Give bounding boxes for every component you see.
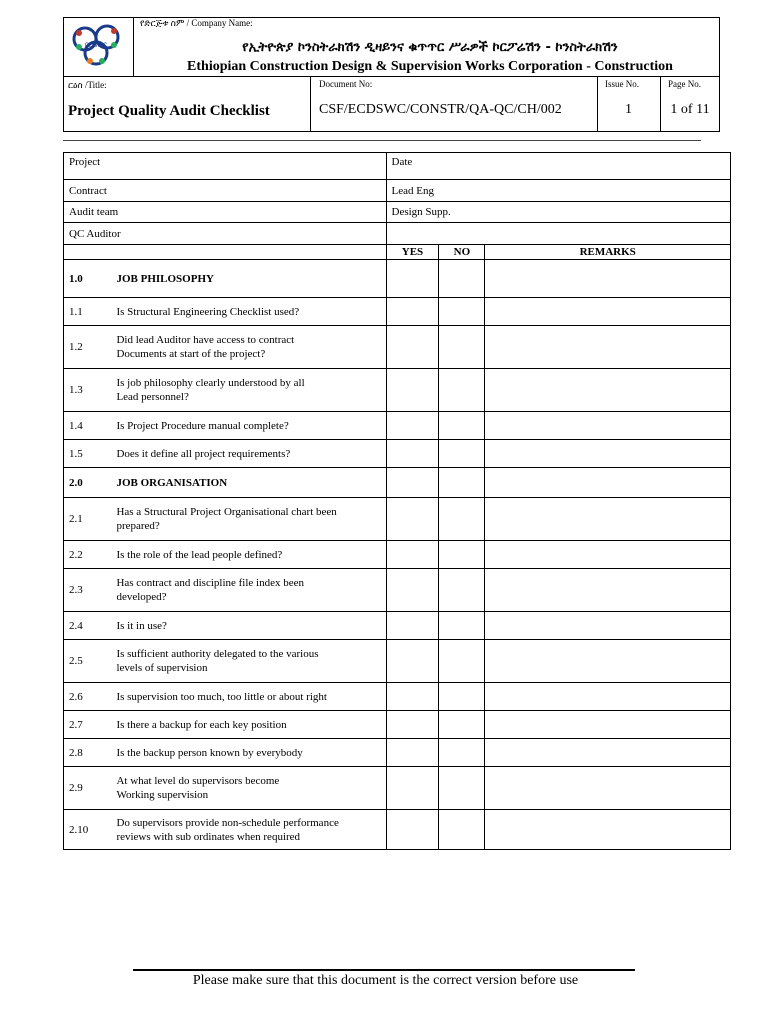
audit-team-field: Audit team (64, 202, 387, 223)
remarks-cell[interactable] (485, 640, 731, 683)
remarks-cell[interactable] (485, 711, 731, 739)
question-line: Is sufficient authority delegated to the various (116, 648, 319, 660)
company-logo (68, 19, 128, 73)
item-number: 1.5 (64, 440, 112, 468)
yes-cell[interactable] (386, 810, 439, 850)
info-row-contract (64, 180, 731, 202)
remarks-cell[interactable] (485, 369, 731, 412)
question-line: At what level do supervisors become (116, 775, 280, 787)
item-number: 1.2 (64, 326, 112, 369)
yes-cell[interactable] (386, 640, 439, 683)
no-cell[interactable] (439, 810, 485, 850)
item-number: 1.3 (64, 369, 112, 412)
question-line: Is it in use? (116, 619, 167, 632)
remarks-cell[interactable] (485, 326, 731, 369)
question-line: Lead personnel? (116, 391, 189, 403)
checklist-row (64, 440, 731, 468)
checklist-row (64, 498, 731, 541)
question-line: Is the backup person known by everybody (116, 746, 303, 759)
no-cell[interactable] (439, 541, 485, 569)
checklist-question (111, 640, 386, 683)
remarks-cell[interactable] (485, 260, 731, 298)
checklist-row (64, 711, 731, 739)
question-line: Do supervisors provide non-schedule performance (116, 816, 339, 829)
item-number: 2.8 (64, 739, 112, 767)
remarks-cell[interactable] (485, 412, 731, 440)
yes-cell[interactable] (386, 683, 439, 711)
no-cell[interactable] (439, 326, 485, 369)
yes-cell[interactable] (386, 739, 439, 767)
checklist-row (64, 683, 731, 711)
no-cell[interactable] (439, 683, 485, 711)
checklist-question (111, 767, 386, 810)
docno-label: Document No: (319, 79, 373, 89)
item-number: 2.1 (64, 498, 112, 541)
question-line: JOB ORGANISATION (116, 476, 228, 489)
yes-column-header: YES (386, 245, 439, 260)
remarks-column-header: REMARKS (485, 245, 731, 260)
remarks-cell[interactable] (485, 298, 731, 326)
question-line: Working supervision (116, 789, 209, 801)
document-title: Project Quality Audit Checklist (68, 103, 270, 119)
question-line: Is supervision too much, too little or about right (116, 690, 327, 703)
no-cell[interactable] (439, 767, 485, 810)
item-number: 1.0 (64, 260, 112, 298)
yes-cell[interactable] (386, 326, 439, 369)
no-cell[interactable] (439, 498, 485, 541)
checklist-row (64, 640, 731, 683)
yes-cell[interactable] (386, 369, 439, 412)
checklist-row (64, 412, 731, 440)
question-line: Is job philosophy clearly understood by all (116, 377, 305, 389)
item-number: 2.9 (64, 767, 112, 810)
info-row-audit-team (64, 202, 731, 223)
remarks-cell[interactable] (485, 440, 731, 468)
no-cell[interactable] (439, 569, 485, 612)
checklist-question (111, 326, 386, 369)
remarks-cell[interactable] (485, 498, 731, 541)
checklist-question (111, 298, 386, 326)
issue-value: 1 (625, 102, 632, 117)
question-line: JOB PHILOSOPHY (116, 272, 214, 285)
yes-cell[interactable] (386, 498, 439, 541)
remarks-cell[interactable] (485, 810, 731, 850)
yes-cell[interactable] (386, 440, 439, 468)
section-title (111, 468, 386, 498)
question-line: Is the role of the lead people defined? (116, 548, 283, 561)
title-label: ርዕስ /Title: (68, 80, 107, 90)
question-line: Documents at start of the project? (116, 348, 266, 360)
item-number: 2.6 (64, 683, 112, 711)
question-line: Is Project Procedure manual complete? (116, 419, 289, 432)
question-line: prepared? (116, 520, 160, 532)
checklist-row (64, 739, 731, 767)
no-column-header: NO (439, 245, 485, 260)
question-line: reviews with sub ordinates when required (116, 830, 301, 843)
footer-notice: Please make sure that this document is the correct version before use (192, 973, 579, 988)
date-field: Date (386, 153, 730, 180)
checklist-question (111, 739, 386, 767)
question-line: Did lead Auditor have access to contract (116, 334, 295, 346)
page-value: 1 of 11 (670, 102, 710, 117)
checklist-question (111, 569, 386, 612)
company-label: የድርጅቱ ስም / Company Name: (140, 18, 253, 28)
checklist-question (111, 498, 386, 541)
no-cell[interactable] (439, 260, 485, 298)
checklist-row (64, 810, 731, 850)
no-cell[interactable] (439, 412, 485, 440)
checklist-question (111, 440, 386, 468)
contract-field: Contract (64, 180, 387, 202)
issue-label: Issue No. (605, 79, 639, 89)
checklist-row (64, 369, 731, 412)
question-line: developed? (116, 591, 167, 603)
section-row (64, 468, 731, 498)
yes-cell[interactable] (386, 298, 439, 326)
yes-cell[interactable] (386, 612, 439, 640)
question-line: Is there a backup for each key position (116, 718, 287, 731)
checklist-row (64, 569, 731, 612)
remarks-cell[interactable] (485, 468, 731, 498)
no-cell[interactable] (439, 612, 485, 640)
column-header-row (64, 245, 731, 260)
no-cell[interactable] (439, 468, 485, 498)
page-label: Page No. (668, 79, 701, 89)
remarks-cell[interactable] (485, 767, 731, 810)
section-row (64, 260, 731, 298)
project-field: Project (64, 153, 387, 180)
item-number: 2.2 (64, 541, 112, 569)
lead-eng-field: Lead Eng (386, 180, 730, 202)
checklist-question (111, 412, 386, 440)
no-cell[interactable] (439, 440, 485, 468)
remarks-cell[interactable] (485, 569, 731, 612)
checklist-row (64, 767, 731, 810)
yes-cell[interactable] (386, 767, 439, 810)
company-name-english: Ethiopian Construction Design & Supervision Works Corporation - Construction (187, 59, 673, 74)
checklist-question (111, 541, 386, 569)
question-line: Has contract and discipline file index been (116, 577, 304, 589)
item-number: 2.3 (64, 569, 112, 612)
yes-cell[interactable] (386, 569, 439, 612)
item-number: 2.4 (64, 612, 112, 640)
question-line: Is Structural Engineering Checklist used? (116, 305, 300, 318)
remarks-cell[interactable] (485, 683, 731, 711)
checklist-question (111, 369, 386, 412)
checklist-question (111, 612, 386, 640)
yes-cell[interactable] (386, 711, 439, 739)
info-row-project (64, 153, 731, 180)
info-row-qc-auditor (64, 223, 731, 245)
design-supp-field: Design Supp. (386, 202, 730, 223)
checklist-question (111, 711, 386, 739)
company-name-amharic: የኢትዮጵያ ኮንስትራክሽን ዲዛይንና ቁጥጥር ሥራዎች ኮርፖሬሽን - ኮንስትራክሽን (242, 40, 618, 55)
yes-cell[interactable] (386, 412, 439, 440)
no-cell[interactable] (439, 369, 485, 412)
yes-cell[interactable] (386, 260, 439, 298)
svg-text:CDSWC: CDSWC (84, 43, 108, 49)
section-title (111, 260, 386, 298)
no-cell[interactable] (439, 711, 485, 739)
item-number: 2.5 (64, 640, 112, 683)
yes-cell[interactable] (386, 468, 439, 498)
checklist-row (64, 326, 731, 369)
checklist-row (64, 612, 731, 640)
question-line: levels of supervision (116, 662, 208, 674)
item-number: 1.1 (64, 298, 112, 326)
no-cell[interactable] (439, 739, 485, 767)
checklist-question (111, 683, 386, 711)
audit-checklist-table (63, 152, 731, 850)
docno-value: CSF/ECDSWC/CONSTR/QA-QC/CH/002 (319, 102, 562, 117)
remarks-cell[interactable] (485, 739, 731, 767)
item-number: 2.10 (64, 810, 112, 850)
remarks-cell[interactable] (485, 612, 731, 640)
qc-auditor-field: QC Auditor (64, 223, 387, 245)
checklist-row (64, 298, 731, 326)
item-number: 1.4 (64, 412, 112, 440)
checklist-question (111, 810, 386, 850)
checklist-row (64, 541, 731, 569)
item-number: 2.7 (64, 711, 112, 739)
item-number: 2.0 (64, 468, 112, 498)
no-cell[interactable] (439, 298, 485, 326)
yes-cell[interactable] (386, 541, 439, 569)
question-line: Has a Structural Project Organisational chart been (116, 506, 337, 518)
question-line: Does it define all project requirements? (116, 447, 291, 460)
no-cell[interactable] (439, 640, 485, 683)
remarks-cell[interactable] (485, 541, 731, 569)
